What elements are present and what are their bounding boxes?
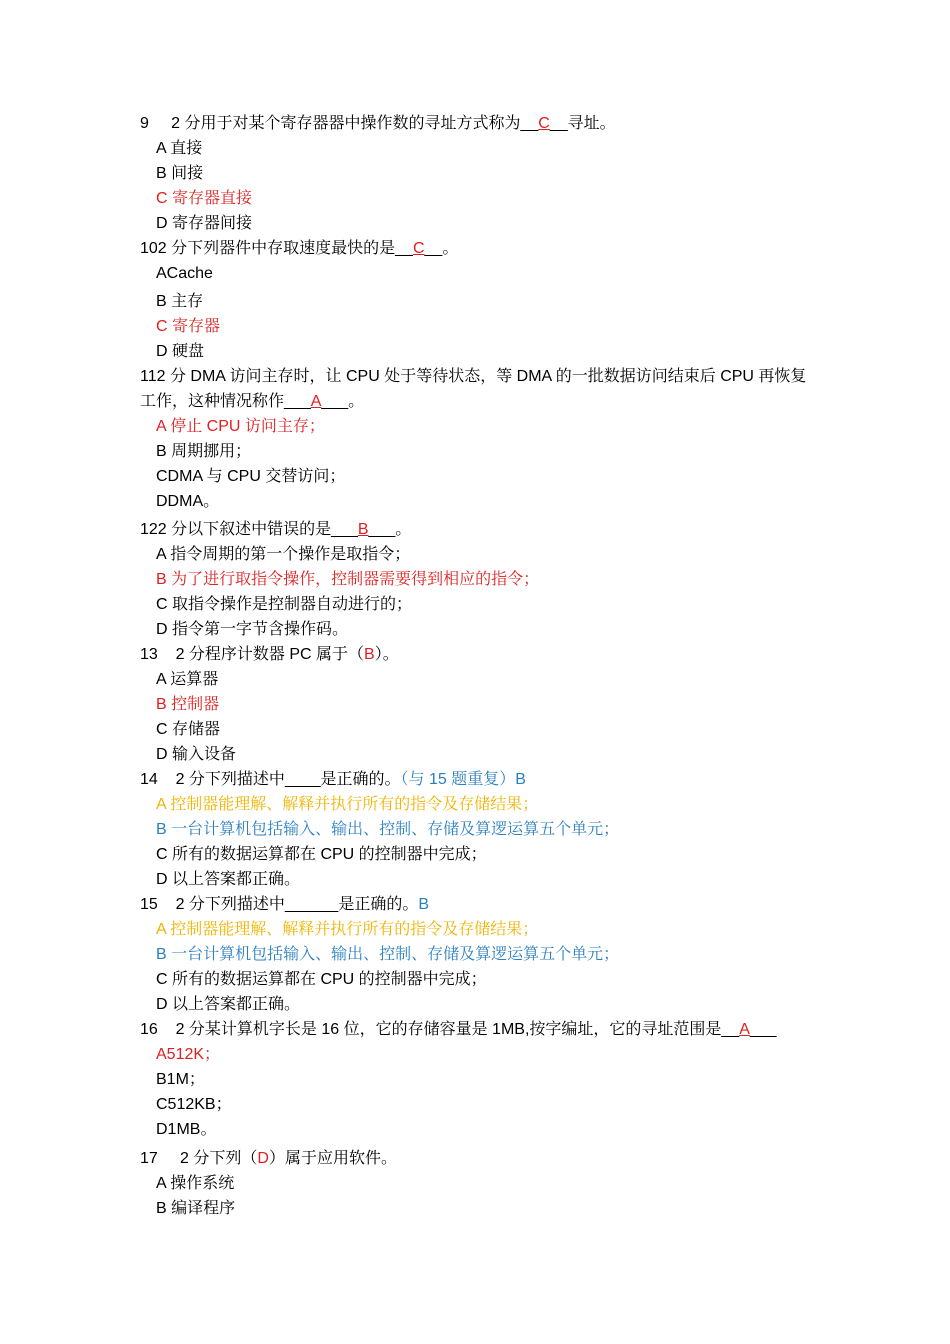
question-number: 15 — [140, 896, 158, 913]
question-stem: 16 2 分某计算机字长是 16 位，它的存储容量是 1MB,按字编址，它的寻址范围是__A___ — [140, 1021, 777, 1038]
option-correct: A 停止 CPU 访问主存； — [156, 418, 325, 435]
answer-blank: ___ — [331, 521, 358, 538]
question-stem: 13 2 分程序计数器 PC 属于（B）。 — [140, 646, 399, 663]
option: D 硬盘 — [156, 343, 205, 360]
option-correct: B 一台计算机包括输入、输出、控制、存储及算逻运算五个单元； — [156, 821, 620, 838]
option: B 主存 — [156, 293, 204, 310]
answer-letter: D — [257, 1150, 269, 1167]
question-number: 10 — [140, 240, 158, 257]
option: C512KB； — [156, 1096, 232, 1113]
question-12 — [140, 517, 810, 642]
option: B 周期挪用； — [156, 443, 252, 460]
question-stem: 112 分 DMA 访问主存时，让 CPU 处于等待状态，等 DMA 的一批数据访问结束后 CPU 再恢复工作，这种情况称作___A___。 — [140, 368, 807, 410]
question-stem: 17 2 分下列（D）属于应用软件。 — [140, 1150, 397, 1167]
answer-blank: ______ — [284, 896, 339, 913]
option: A 指令周期的第一个操作是取指令； — [156, 546, 411, 563]
answer-note: B — [418, 896, 430, 913]
answer-blank: ___ — [284, 393, 311, 410]
option: D 以上答案都正确。 — [156, 871, 301, 888]
question-stem: 15 2 分下列描述中______是正确的。B — [140, 896, 430, 913]
answer-letter: A — [310, 393, 322, 410]
answer-letter: C — [538, 115, 550, 132]
question-15 — [140, 892, 810, 1017]
option: A 操作系统 — [156, 1175, 235, 1192]
question-number: 14 — [140, 771, 158, 788]
question-9 — [140, 111, 810, 236]
question-16 — [140, 1017, 810, 1142]
question-stem: 102 分下列器件中存取速度最快的是__C__。 — [140, 240, 459, 257]
question-17 — [140, 1146, 810, 1221]
option: A 直接 — [156, 140, 203, 157]
option: B1M； — [156, 1071, 205, 1088]
option: D 指令第一字节含操作码。 — [156, 621, 349, 638]
option: ACache — [156, 265, 213, 282]
option: A 控制器能理解、解释并执行所有的指令及存储结果； — [156, 921, 539, 938]
question-stem: 122 分以下叙述中错误的是___B___。 — [140, 521, 412, 538]
answer-letter: C — [412, 240, 425, 257]
option-correct: B 为了进行取指令操作，控制器需要得到相应的指令； — [156, 571, 540, 588]
option: B 间接 — [156, 165, 204, 182]
question-stem: 9 2 分用于对某个寄存器器中操作数的寻址方式称为__C__寻址。 — [140, 115, 616, 132]
option: DDMA。 — [156, 493, 220, 510]
answer-blank: __ — [549, 115, 568, 132]
option: D 寄存器间接 — [156, 215, 253, 232]
question-10 — [140, 236, 810, 364]
option: D 以上答案都正确。 — [156, 996, 301, 1013]
option: A 运算器 — [156, 671, 219, 688]
answer-blank: ___ — [368, 521, 396, 538]
option: C 存储器 — [156, 721, 221, 738]
question-number: 12 — [140, 521, 158, 538]
question-14 — [140, 767, 810, 892]
question-number: 11 — [140, 368, 157, 385]
option-correct: C 寄存器 — [156, 318, 221, 335]
option: C 所有的数据运算都在 CPU 的控制器中完成； — [156, 971, 487, 988]
question-number: 17 — [140, 1150, 158, 1167]
answer-letter: B — [364, 646, 375, 663]
question-11 — [140, 364, 810, 514]
answer-note: （与 15 题重复）B — [400, 771, 526, 788]
answer-letter: A — [739, 1021, 750, 1038]
option-correct: B 控制器 — [156, 696, 220, 713]
option: C 所有的数据运算都在 CPU 的控制器中完成； — [156, 846, 487, 863]
answer-blank: __ — [721, 1021, 740, 1038]
option: CDMA 与 CPU 交替访问； — [156, 468, 346, 485]
option: D1MB。 — [156, 1121, 217, 1138]
option: B 编译程序 — [156, 1200, 236, 1217]
option-correct: B 一台计算机包括输入、输出、控制、存储及算逻运算五个单元； — [156, 946, 620, 963]
question-13 — [140, 642, 810, 767]
answer-blank: __ — [520, 115, 539, 132]
question-number: 16 — [140, 1021, 158, 1038]
question-number: 13 — [140, 646, 158, 663]
question-stem: 14 2 分下列描述中____是正确的。（与 15 题重复）B — [140, 771, 526, 788]
question-number: 9 — [140, 115, 149, 132]
answer-blank: __ — [395, 240, 413, 257]
answer-blank: __ — [424, 240, 443, 257]
option: C 取指令操作是控制器自动进行的； — [156, 596, 413, 613]
option: D 输入设备 — [156, 746, 237, 763]
answer-blank: ___ — [321, 393, 349, 410]
answer-blank: ____ — [284, 771, 321, 788]
option-correct: C 寄存器直接 — [156, 190, 253, 207]
answer-letter: B — [357, 521, 369, 538]
option-correct: A512K； — [156, 1046, 221, 1063]
answer-blank: ___ — [749, 1021, 777, 1038]
option: A 控制器能理解、解释并执行所有的指令及存储结果； — [156, 796, 539, 813]
